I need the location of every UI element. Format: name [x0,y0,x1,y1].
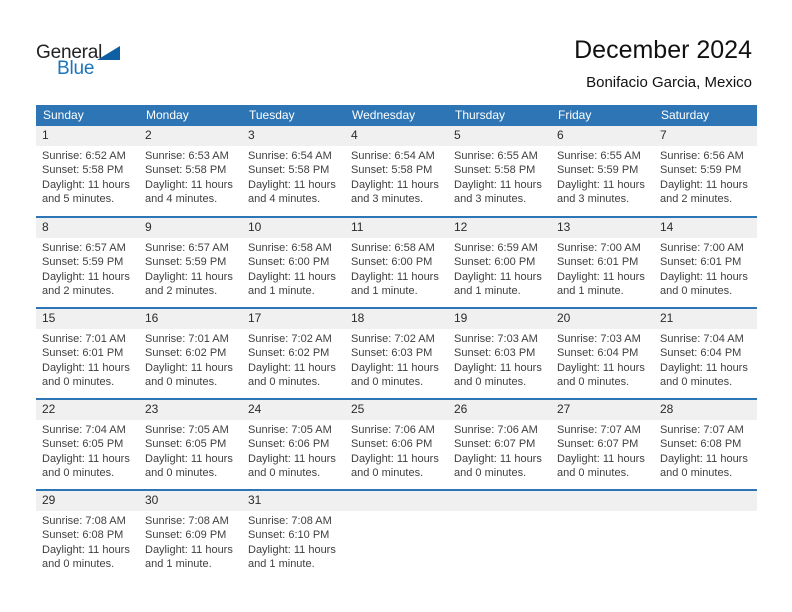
sunset-text: Sunset: 6:06 PM [351,438,433,451]
day-cell [139,218,242,307]
day-number: 30 [139,491,242,511]
day-number: 20 [551,309,654,329]
day-cell [242,126,345,216]
day-cell-body [551,146,654,207]
sunset-text: Sunset: 6:04 PM [557,347,639,360]
day-number: 18 [345,309,448,329]
day-number: 14 [654,218,757,238]
day-cell [36,400,139,489]
day-cell-body [242,146,345,207]
sunset-text: Sunset: 6:00 PM [248,256,330,269]
sunset-text: Sunset: 6:02 PM [145,347,227,360]
sunset-text: Sunset: 6:03 PM [351,347,433,360]
day-cell-body [36,511,139,572]
day-number: 31 [242,491,345,511]
day-cell [551,126,654,216]
week-row [36,216,757,307]
day-cell-body [654,511,757,514]
sunrise-text: Sunrise: 7:04 AM [660,333,744,345]
day-number: 12 [448,218,551,238]
day-cell-body [448,420,551,481]
logo-text-general: General [36,42,103,63]
day-cell-body [654,238,757,299]
day-number: 28 [654,400,757,420]
sunset-text: Sunset: 5:58 PM [145,164,227,177]
day-number: 19 [448,309,551,329]
day-number: 8 [36,218,139,238]
day-cell-body [139,146,242,207]
logo-text-blue: Blue [57,58,95,79]
day-cell-body [36,238,139,299]
day-cell [139,400,242,489]
weekday-header-friday: Friday [558,108,592,122]
day-number: 16 [139,309,242,329]
sunrise-text: Sunrise: 6:55 AM [557,150,641,162]
day-cell-body [448,146,551,207]
day-cell [139,126,242,216]
sunrise-text: Sunrise: 7:01 AM [145,333,229,345]
weekday-header-sunday: Sunday [43,108,84,122]
sunrise-text: Sunrise: 6:55 AM [454,150,538,162]
day-cell-body [448,238,551,299]
day-number: 7 [654,126,757,146]
day-cell [551,400,654,489]
daylight-text: Daylight: 11 hours and 1 minute. [454,270,542,298]
daylight-text: Daylight: 11 hours and 0 minutes. [454,452,542,480]
sunset-text: Sunset: 6:10 PM [248,529,330,542]
day-number: 3 [242,126,345,146]
day-cell [36,309,139,398]
day-cell-body [242,329,345,390]
day-cell-body [36,420,139,481]
day-number: 6 [551,126,654,146]
sunrise-text: Sunrise: 6:57 AM [145,242,229,254]
day-number [551,491,654,511]
day-cell [242,491,345,580]
sunrise-text: Sunrise: 7:06 AM [454,424,538,436]
daylight-text: Daylight: 11 hours and 1 minute. [248,543,336,571]
sunrise-text: Sunrise: 6:54 AM [248,150,332,162]
week-row [36,398,757,489]
day-cell [36,218,139,307]
day-cell [36,126,139,216]
sunset-text: Sunset: 6:00 PM [454,256,536,269]
daylight-text: Daylight: 11 hours and 2 minutes. [660,178,748,206]
daylight-text: Daylight: 11 hours and 0 minutes. [557,452,645,480]
daylight-text: Daylight: 11 hours and 0 minutes. [145,452,233,480]
day-cell [345,126,448,216]
weekday-header-monday: Monday [146,108,189,122]
day-cell [242,218,345,307]
sunset-text: Sunset: 6:07 PM [557,438,639,451]
day-number: 11 [345,218,448,238]
daylight-text: Daylight: 11 hours and 0 minutes. [660,361,748,389]
sunrise-text: Sunrise: 6:58 AM [248,242,332,254]
weekday-header-tuesday: Tuesday [249,108,295,122]
day-number [654,491,757,511]
day-number: 22 [36,400,139,420]
daylight-text: Daylight: 11 hours and 0 minutes. [454,361,542,389]
day-cell-body [551,238,654,299]
daylight-text: Daylight: 11 hours and 0 minutes. [557,361,645,389]
sunset-text: Sunset: 6:00 PM [351,256,433,269]
sunrise-text: Sunrise: 6:59 AM [454,242,538,254]
page-title: December 2024 [574,36,752,64]
daylight-text: Daylight: 11 hours and 1 minute. [351,270,439,298]
day-number: 13 [551,218,654,238]
sunset-text: Sunset: 6:08 PM [42,529,124,542]
weekday-header-saturday: Saturday [661,108,710,122]
calendar-grid [36,126,757,580]
daylight-text: Daylight: 11 hours and 1 minute. [557,270,645,298]
daylight-text: Daylight: 11 hours and 3 minutes. [351,178,439,206]
sunrise-text: Sunrise: 7:05 AM [248,424,332,436]
daylight-text: Daylight: 11 hours and 0 minutes. [145,361,233,389]
sunrise-text: Sunrise: 7:00 AM [660,242,744,254]
day-cell [345,400,448,489]
sunrise-text: Sunrise: 6:57 AM [42,242,126,254]
page-subtitle: Bonifacio Garcia, Mexico [586,74,752,91]
sunset-text: Sunset: 5:59 PM [42,256,124,269]
day-cell [448,126,551,216]
day-cell-body [448,329,551,390]
day-number: 17 [242,309,345,329]
day-cell-body [551,329,654,390]
sunrise-text: Sunrise: 6:58 AM [351,242,435,254]
day-cell-body [139,420,242,481]
sunrise-text: Sunrise: 6:56 AM [660,150,744,162]
sunset-text: Sunset: 6:01 PM [557,256,639,269]
day-cell [654,491,757,580]
day-number [345,491,448,511]
day-cell-body [36,146,139,207]
day-number: 4 [345,126,448,146]
day-number: 27 [551,400,654,420]
day-cell-body [36,329,139,390]
day-cell-body [242,420,345,481]
sunset-text: Sunset: 5:58 PM [351,164,433,177]
day-cell [448,400,551,489]
daylight-text: Daylight: 11 hours and 0 minutes. [42,543,130,571]
day-number: 5 [448,126,551,146]
daylight-text: Daylight: 11 hours and 2 minutes. [145,270,233,298]
day-cell [139,309,242,398]
daylight-text: Daylight: 11 hours and 3 minutes. [557,178,645,206]
daylight-text: Daylight: 11 hours and 4 minutes. [248,178,336,206]
sunrise-text: Sunrise: 7:07 AM [660,424,744,436]
day-number: 29 [36,491,139,511]
day-cell [448,491,551,580]
day-cell-body [139,238,242,299]
day-cell [448,309,551,398]
day-number: 1 [36,126,139,146]
sunrise-text: Sunrise: 7:02 AM [248,333,332,345]
day-number: 24 [242,400,345,420]
day-cell-body [139,511,242,572]
sunset-text: Sunset: 6:05 PM [42,438,124,451]
day-cell [345,218,448,307]
day-cell-body [242,511,345,572]
daylight-text: Daylight: 11 hours and 0 minutes. [660,452,748,480]
day-cell-body [139,329,242,390]
sunrise-text: Sunrise: 7:07 AM [557,424,641,436]
sunset-text: Sunset: 5:59 PM [145,256,227,269]
day-cell-body [654,146,757,207]
weekday-header-thursday: Thursday [455,108,506,122]
daylight-text: Daylight: 11 hours and 1 minute. [145,543,233,571]
weekday-header-row [36,105,757,126]
daylight-text: Daylight: 11 hours and 2 minutes. [42,270,130,298]
day-cell-body [551,511,654,514]
day-cell-body [242,238,345,299]
day-cell-body [448,511,551,514]
daylight-text: Daylight: 11 hours and 4 minutes. [145,178,233,206]
sunset-text: Sunset: 6:06 PM [248,438,330,451]
day-cell [448,218,551,307]
day-number: 15 [36,309,139,329]
day-cell [36,491,139,580]
day-cell [654,400,757,489]
sunrise-text: Sunrise: 7:03 AM [454,333,538,345]
day-cell [654,126,757,216]
week-row [36,307,757,398]
sunset-text: Sunset: 5:59 PM [557,164,639,177]
day-cell-body [345,146,448,207]
sunrise-text: Sunrise: 7:05 AM [145,424,229,436]
sunrise-text: Sunrise: 7:01 AM [42,333,126,345]
day-cell [345,491,448,580]
sunrise-text: Sunrise: 7:06 AM [351,424,435,436]
day-number: 9 [139,218,242,238]
sunset-text: Sunset: 6:02 PM [248,347,330,360]
day-number: 23 [139,400,242,420]
sunset-text: Sunset: 5:58 PM [42,164,124,177]
day-number: 21 [654,309,757,329]
day-cell-body [345,329,448,390]
sunrise-text: Sunrise: 6:52 AM [42,150,126,162]
daylight-text: Daylight: 11 hours and 3 minutes. [454,178,542,206]
sunset-text: Sunset: 6:01 PM [42,347,124,360]
daylight-text: Daylight: 11 hours and 1 minute. [248,270,336,298]
day-cell [242,309,345,398]
sunset-text: Sunset: 6:01 PM [660,256,742,269]
sunset-text: Sunset: 5:58 PM [454,164,536,177]
day-cell [551,309,654,398]
day-number: 2 [139,126,242,146]
daylight-text: Daylight: 11 hours and 0 minutes. [660,270,748,298]
daylight-text: Daylight: 11 hours and 0 minutes. [42,452,130,480]
sunrise-text: Sunrise: 6:54 AM [351,150,435,162]
day-cell [139,491,242,580]
week-row [36,489,757,580]
day-cell [654,218,757,307]
sunset-text: Sunset: 6:08 PM [660,438,742,451]
sunset-text: Sunset: 6:04 PM [660,347,742,360]
title-block [574,36,752,91]
day-cell [551,218,654,307]
day-number: 25 [345,400,448,420]
sunset-text: Sunset: 6:07 PM [454,438,536,451]
day-number: 10 [242,218,345,238]
day-cell [242,400,345,489]
day-number [448,491,551,511]
day-cell-body [654,329,757,390]
sunrise-text: Sunrise: 7:00 AM [557,242,641,254]
daylight-text: Daylight: 11 hours and 0 minutes. [248,361,336,389]
day-cell-body [345,420,448,481]
sunset-text: Sunset: 5:59 PM [660,164,742,177]
day-cell [654,309,757,398]
daylight-text: Daylight: 11 hours and 0 minutes. [351,361,439,389]
daylight-text: Daylight: 11 hours and 0 minutes. [42,361,130,389]
sunrise-text: Sunrise: 7:02 AM [351,333,435,345]
daylight-text: Daylight: 11 hours and 5 minutes. [42,178,130,206]
sunset-text: Sunset: 6:03 PM [454,347,536,360]
sunrise-text: Sunrise: 6:53 AM [145,150,229,162]
day-cell-body [345,511,448,514]
sunset-text: Sunset: 6:05 PM [145,438,227,451]
daylight-text: Daylight: 11 hours and 0 minutes. [351,452,439,480]
general-blue-logo [36,42,156,84]
weekday-header-wednesday: Wednesday [352,108,416,122]
daylight-text: Daylight: 11 hours and 0 minutes. [248,452,336,480]
sunset-text: Sunset: 5:58 PM [248,164,330,177]
day-cell [345,309,448,398]
calendar-table [36,105,757,580]
day-cell-body [654,420,757,481]
logo-triangle-icon [97,46,120,60]
sunrise-text: Sunrise: 7:08 AM [248,515,332,527]
sunrise-text: Sunrise: 7:08 AM [145,515,229,527]
sunrise-text: Sunrise: 7:04 AM [42,424,126,436]
week-row [36,126,757,216]
day-cell-body [345,238,448,299]
sunset-text: Sunset: 6:09 PM [145,529,227,542]
day-cell [551,491,654,580]
day-cell-body [551,420,654,481]
sunrise-text: Sunrise: 7:08 AM [42,515,126,527]
sunrise-text: Sunrise: 7:03 AM [557,333,641,345]
day-number: 26 [448,400,551,420]
